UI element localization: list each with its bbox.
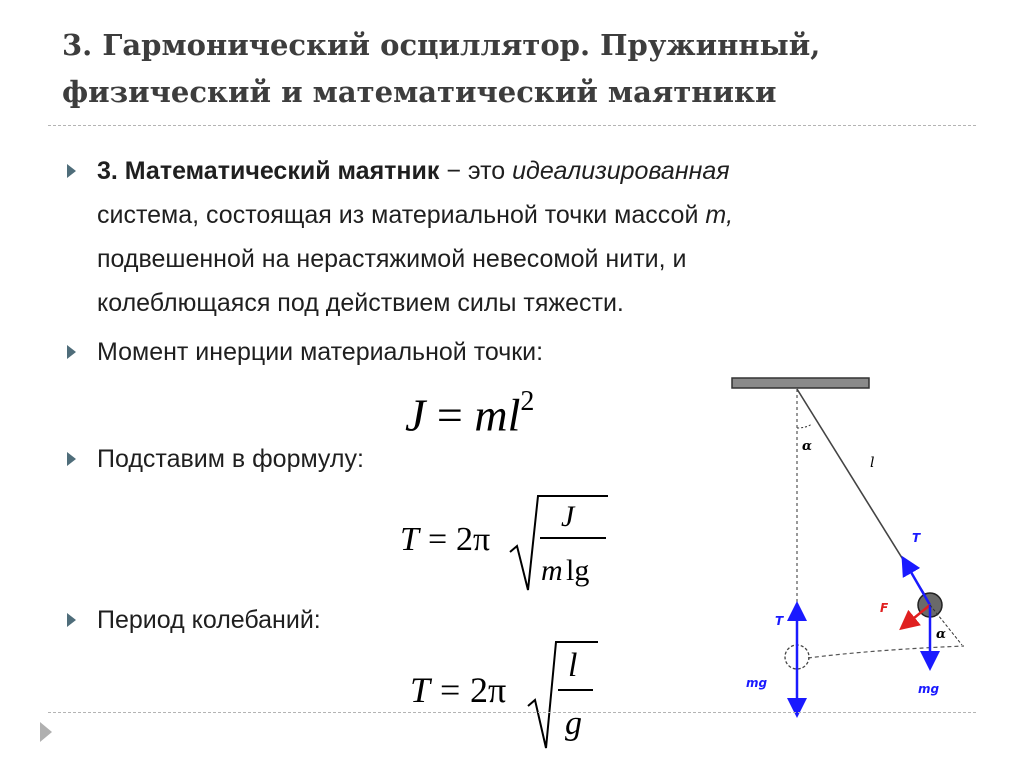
tension-label-equilibrium: T <box>775 614 784 628</box>
period-formula <box>408 636 608 756</box>
slide-title-line-2: физический и математический маятники <box>62 75 777 109</box>
definition-dash: − это <box>439 157 513 185</box>
formula-numerator: J <box>561 500 575 533</box>
weight-label: mg <box>918 682 940 696</box>
formula-lhs: T <box>410 670 431 710</box>
slide-title-line-1: 3. Гармонический осциллятор. Пружинный, <box>62 28 821 62</box>
period-subst-formula <box>398 490 613 600</box>
angle-arc-top <box>797 424 812 428</box>
formula-lhs: T <box>400 521 419 558</box>
weight-label-equilibrium: mg <box>746 676 768 690</box>
definition-italic: идеализированная <box>512 157 730 185</box>
formula-denominator-lg: lg <box>566 554 590 587</box>
length-label: l <box>870 455 875 471</box>
slide-title <box>62 22 962 116</box>
pendulum-diagram <box>720 370 980 725</box>
bullet-definition <box>97 149 977 325</box>
definition-mass-var: m, <box>705 201 734 229</box>
title-divider <box>48 125 976 126</box>
bullet-inertia-label: Момент инерции материальной точки: <box>97 338 544 366</box>
bullet-arrow-icon <box>67 345 76 359</box>
definition-line-4: колеблющаяся под действием силы тяжести. <box>97 289 624 317</box>
tension-label: T <box>912 531 921 545</box>
force-label: F <box>880 601 889 615</box>
tension-arrow <box>904 560 930 605</box>
formula-lhs: J <box>405 389 426 441</box>
formula-exponent: 2 <box>520 386 535 417</box>
bullet-arrow-icon <box>67 452 76 466</box>
bullet-substitute-label: Подставим в формулу: <box>97 445 364 473</box>
definition-line-3: подвешенной на нерастяжимой невесомой нити, и <box>97 245 687 273</box>
formula-coefficient: 2π <box>456 521 491 558</box>
formula-equals: = <box>428 521 448 558</box>
angle-label-top: α <box>802 439 813 454</box>
formula-equals: = <box>440 670 461 710</box>
formula-coefficient: 2π <box>470 670 507 710</box>
definition-term: 3. Математический маятник <box>97 157 440 185</box>
bullet-arrow-icon <box>67 613 76 627</box>
formula-numerator: l <box>568 647 578 684</box>
formula-denominator-m: m <box>541 554 563 587</box>
bullet-period-label: Период колебаний: <box>97 606 321 634</box>
angle-label-bob: α <box>936 627 947 642</box>
formula-equals: = <box>436 389 463 441</box>
definition-line-2: система, состоящая из материальной точки массой <box>97 201 706 229</box>
pendulum-support <box>732 378 869 388</box>
bullet-arrow-icon <box>67 164 76 178</box>
formula-rhs: ml <box>474 389 521 441</box>
swing-trajectory <box>808 646 964 658</box>
footer-divider <box>48 712 976 713</box>
slide-nav-arrow-icon <box>40 722 52 742</box>
sqrt-sign <box>528 642 598 748</box>
inertia-formula <box>405 378 534 443</box>
formula-denominator: g <box>565 705 582 742</box>
